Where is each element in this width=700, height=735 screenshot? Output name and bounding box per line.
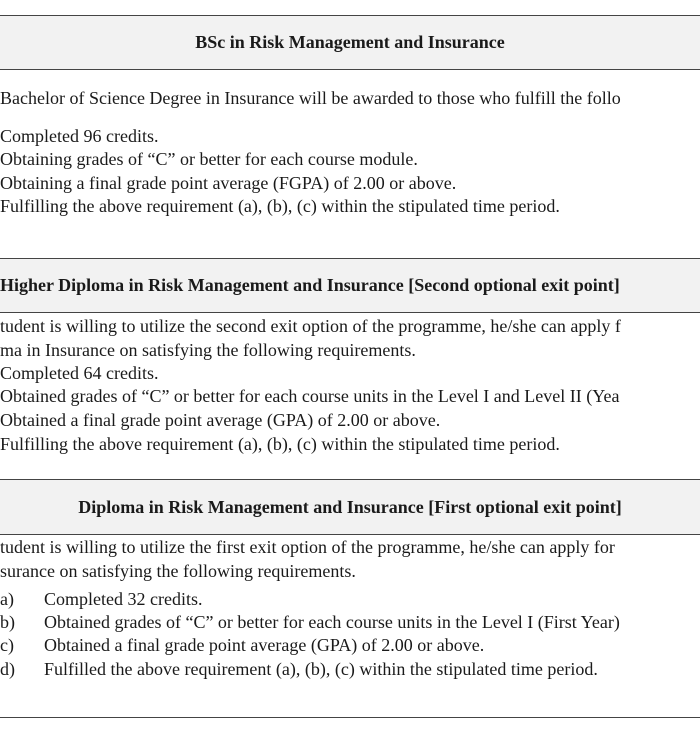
higher-diploma-intro-line-2: ma in Insurance on satisfying the following requirements.	[0, 340, 416, 360]
diploma-item-marker-d: d)	[0, 659, 15, 679]
higher-diploma-item-1: Completed 64 credits.	[0, 363, 159, 383]
diploma-intro-line-2: surance on satisfying the following requirements.	[0, 561, 356, 581]
diploma-item-2: Obtained grades of “C” or better for each course units in the Level I (First Year)	[44, 612, 620, 632]
higher-diploma-item-4: Fulfilling the above requirement (a), (b), (c) within the stipulated time period.	[0, 434, 560, 454]
diploma-item-3: Obtained a final grade point average (GPA) of 2.00 or above.	[44, 635, 485, 655]
higher-diploma-intro-line-1: tudent is willing to utilize the second exit option of the programme, he/she can apply f	[0, 316, 621, 336]
higher-diploma-item-3: Obtained a final grade point average (GPA) of 2.00 or above.	[0, 410, 441, 430]
diploma-item-1: Completed 32 credits.	[44, 589, 203, 609]
section-intro-bsc: Bachelor of Science Degree in Insurance will be awarded to those who fulfill the follo	[0, 88, 621, 108]
diploma-item-marker-b: b)	[0, 612, 15, 632]
diploma-intro-line-1: tudent is willing to utilize the first exit option of the programme, he/she can apply for	[0, 537, 615, 557]
bottom-rule	[0, 717, 700, 718]
bsc-item-1: Completed 96 credits.	[0, 126, 159, 146]
section-title-diploma: Diploma in Risk Management and Insurance [First optional exit point]	[0, 479, 700, 535]
diploma-item-marker-c: c)	[0, 635, 14, 655]
diploma-item-4: Fulfilled the above requirement (a), (b), (c) within the stipulated time period.	[44, 659, 598, 679]
bsc-item-3: Obtaining a final grade point average (FGPA) of 2.00 or above.	[0, 173, 457, 193]
higher-diploma-item-2: Obtained grades of “C” or better for each course units in the Level I and Level II (Yea	[0, 386, 620, 406]
bsc-item-2: Obtaining grades of “C” or better for each course module.	[0, 149, 418, 169]
section-title-higher-diploma: Higher Diploma in Risk Management and Insurance [Second optional exit point]	[0, 258, 700, 313]
diploma-item-marker-a: a)	[0, 589, 14, 609]
section-title-bsc: BSc in Risk Management and Insurance	[0, 15, 700, 70]
bsc-item-4: Fulfilling the above requirement (a), (b), (c) within the stipulated time period.	[0, 196, 560, 216]
